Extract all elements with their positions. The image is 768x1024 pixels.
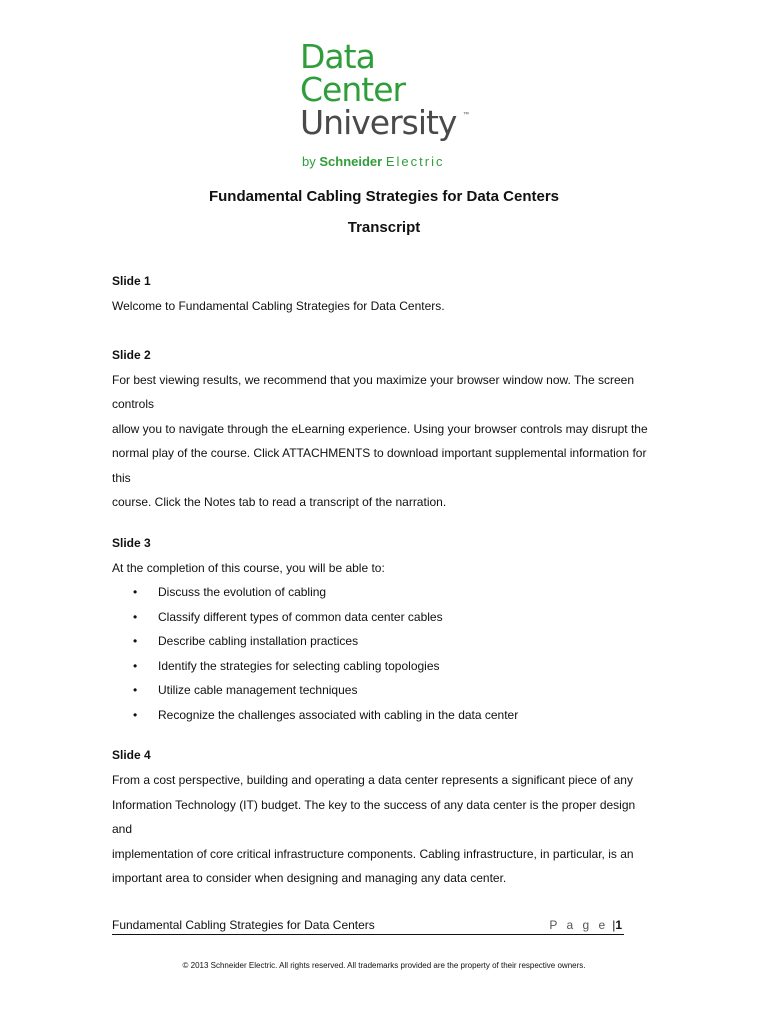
bullet-icon: • (133, 585, 138, 599)
text-line: From a cost perspective, building and operating a data center represents a significant piece of any (112, 773, 633, 787)
slide-section (112, 346, 657, 515)
bullet-icon: • (133, 634, 138, 648)
page-number: 1 (615, 918, 622, 932)
page-separator: | (612, 918, 616, 932)
document-subtitle: Transcript (347, 219, 421, 236)
bullet-icon: • (133, 609, 138, 624)
slide-text: Welcome to Fundamental Cabling Strategies for Data Centers. (112, 299, 445, 313)
slide-heading: Slide 1 (112, 274, 151, 288)
page-label: P a g e (549, 918, 609, 932)
text-line: normal play of the course. Click ATTACHMENTS to download important supplemental information for this (112, 446, 647, 485)
slide-heading: Slide 2 (112, 347, 151, 362)
bullet-icon: • (133, 683, 138, 697)
text-line: For best viewing results, we recommend that you maximize your browser window now. The screen controls (112, 372, 634, 411)
slide-text (112, 368, 657, 515)
document-title: Fundamental Cabling Strategies for Data Centers (208, 188, 560, 205)
logo-brand-electric: Electric (385, 154, 445, 169)
list-item-text: Classify different types of common data center cables (158, 609, 443, 624)
text-line: Information Technology (IT) budget. The key to the success of any data center is the proper design and (112, 797, 636, 836)
text-line: course. Click the Notes tab to read a transcript of the narration. (112, 495, 447, 509)
list-item (112, 629, 657, 654)
logo-word-center: Center (300, 70, 406, 109)
slide-section (112, 534, 657, 728)
transcript-body (112, 272, 657, 911)
footer-document-title: Fundamental Cabling Strategies for Data Centers (112, 918, 375, 932)
slide-intro: At the completion of this course, you will be able to: (112, 560, 385, 575)
logo-word-university: University (300, 103, 457, 142)
text-line: implementation of core critical infrastructure components. Cabling infrastructure, in particular, is an (112, 846, 634, 861)
slide-section (112, 272, 657, 319)
text-line: important area to consider when designing and managing any data center. (112, 871, 507, 885)
objectives-list (112, 580, 657, 727)
data-center-university-logo (300, 37, 480, 175)
copyright-notice: © 2013 Schneider Electric. All rights reserved. All trademarks provided are the property of their respective owners. (182, 961, 586, 970)
logo-word-data: Data (300, 37, 375, 76)
slide-text (112, 768, 657, 891)
bullet-icon: • (133, 658, 138, 673)
page-footer (112, 916, 624, 935)
list-item (112, 580, 657, 605)
slide-heading: Slide 4 (112, 748, 151, 762)
list-item (112, 654, 657, 679)
slide-section (112, 746, 657, 891)
list-item-text: Recognize the challenges associated with cabling in the data center (158, 707, 519, 722)
list-item (112, 703, 657, 728)
text-line: allow you to navigate through the eLearning experience. Using your browser controls may disrupt the (112, 421, 648, 436)
logo-brand-schneider: Schneider (319, 154, 383, 169)
logo-byline (302, 155, 444, 169)
list-item-text: Describe cabling installation practices (158, 634, 359, 648)
list-item (112, 605, 657, 630)
bullet-icon: • (133, 707, 138, 722)
page-number-block (549, 916, 622, 934)
list-item-text: Discuss the evolution of cabling (158, 585, 327, 599)
logo-by-word: by (302, 154, 316, 169)
slide-heading: Slide 3 (112, 535, 151, 550)
logo-trademark: ™ (463, 112, 469, 118)
list-item-text: Identify the strategies for selecting cabling topologies (158, 658, 440, 673)
list-item-text: Utilize cable management techniques (158, 683, 358, 697)
list-item (112, 678, 657, 703)
